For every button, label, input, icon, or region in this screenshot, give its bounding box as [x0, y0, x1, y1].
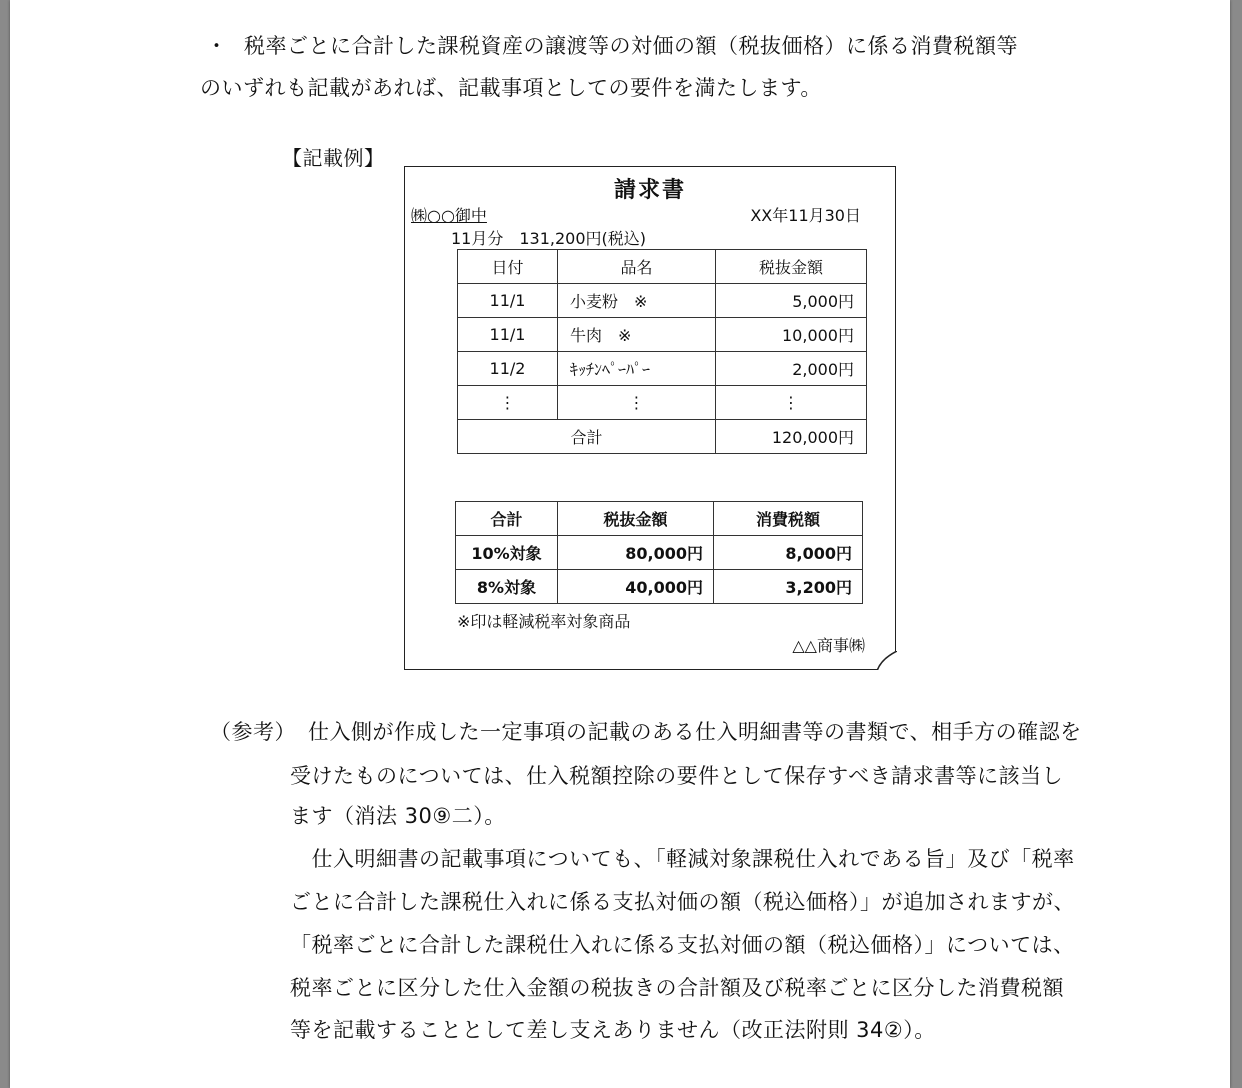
reference-line-7: 税率ごとに区分した仕入金額の税抜きの合計額及び税率ごとに区分した消費税額: [290, 976, 1064, 1000]
reference-label: （参考）: [210, 720, 296, 744]
table-row: [456, 536, 863, 570]
table-row: [458, 386, 867, 420]
invoice-recipient: ㈱○○御中: [411, 206, 487, 225]
table-row: [458, 318, 867, 352]
example-label: 【記載例】: [282, 146, 385, 170]
cell-date: 11/1: [458, 318, 558, 352]
invoice-month-total: 11月分 131,200円(税込): [451, 229, 647, 248]
header-item: 品名: [558, 250, 716, 284]
invoice-title: 請求書: [613, 178, 686, 203]
cell-item: 牛肉 ※: [558, 318, 716, 352]
items-table: [457, 249, 867, 454]
invoice-example: [404, 166, 896, 670]
reference-line-8: 等を記載することとして差し支えありません（改正法附則 34②）。: [290, 1018, 936, 1042]
cell-pretax: 40,000円: [558, 570, 714, 604]
cell-amount: 2,000円: [716, 352, 867, 386]
reference-line-5: ごとに合計した課税仕入れに係る支払対価の額（税込価格）」が追加されますが、: [290, 890, 1075, 914]
bullet-mark: ・: [206, 34, 227, 58]
total-label: 合計: [458, 420, 716, 454]
cell-item: 小麦粉 ※: [558, 284, 716, 318]
table-row: [458, 284, 867, 318]
cell-amount: 5,000円: [716, 284, 867, 318]
cell-tax: 8,000円: [714, 536, 863, 570]
cell-ellipsis: ⋮: [558, 386, 716, 420]
items-header-row: [458, 250, 867, 284]
reference-line-4: 仕入明細書の記載事項についても、「軽減対象課税仕入れである旨」及び「税率: [290, 847, 1075, 871]
cell-date: 11/1: [458, 284, 558, 318]
invoice-seller: △△商事㈱: [792, 636, 865, 655]
cell-tax: 3,200円: [714, 570, 863, 604]
cell-rate: 10%対象: [456, 536, 558, 570]
summary-header-row: [456, 502, 863, 536]
cell-pretax: 80,000円: [558, 536, 714, 570]
intro-line-2: のいずれも記載があれば、記載事項としての要件を満たします。: [200, 76, 822, 100]
header-date: 日付: [458, 250, 558, 284]
invoice-date: XX年11月30日: [750, 206, 861, 225]
cell-amount: 10,000円: [716, 318, 867, 352]
total-value: 120,000円: [716, 420, 867, 454]
cell-ellipsis: ⋮: [458, 386, 558, 420]
header-total: 合計: [456, 502, 558, 536]
table-row: [458, 352, 867, 386]
reference-line-1: 仕入側が作成した一定事項の記載のある仕入明細書等の書類で、相手方の確認を: [308, 720, 1082, 744]
reference-line-6: 「税率ごとに合計した課税仕入れに係る支払対価の額（税込価格）」については、: [290, 933, 1075, 957]
cell-item: ｷｯﾁﾝﾍﾟｰﾊﾟｰ: [558, 352, 716, 386]
total-row: [458, 420, 867, 454]
page-curl-icon: [877, 651, 897, 671]
header-amount: 税抜金額: [716, 250, 867, 284]
intro-line-1: 税率ごとに合計した課税資産の譲渡等の対価の額（税抜価格）に係る消費税額等: [244, 34, 1018, 58]
cell-date: 11/2: [458, 352, 558, 386]
cell-rate: 8%対象: [456, 570, 558, 604]
cell-ellipsis: ⋮: [716, 386, 867, 420]
header-pretax: 税抜金額: [558, 502, 714, 536]
tax-summary-table: [455, 501, 863, 604]
reference-line-2: 受けたものについては、仕入税額控除の要件として保存すべき請求書等に該当し: [290, 764, 1064, 788]
document-page: [10, 0, 1230, 1088]
reference-line-3: ます（消法 30⑨二）。: [290, 804, 506, 828]
reduced-rate-note: ※印は軽減税率対象商品: [457, 612, 631, 631]
table-row: [456, 570, 863, 604]
header-tax: 消費税額: [714, 502, 863, 536]
